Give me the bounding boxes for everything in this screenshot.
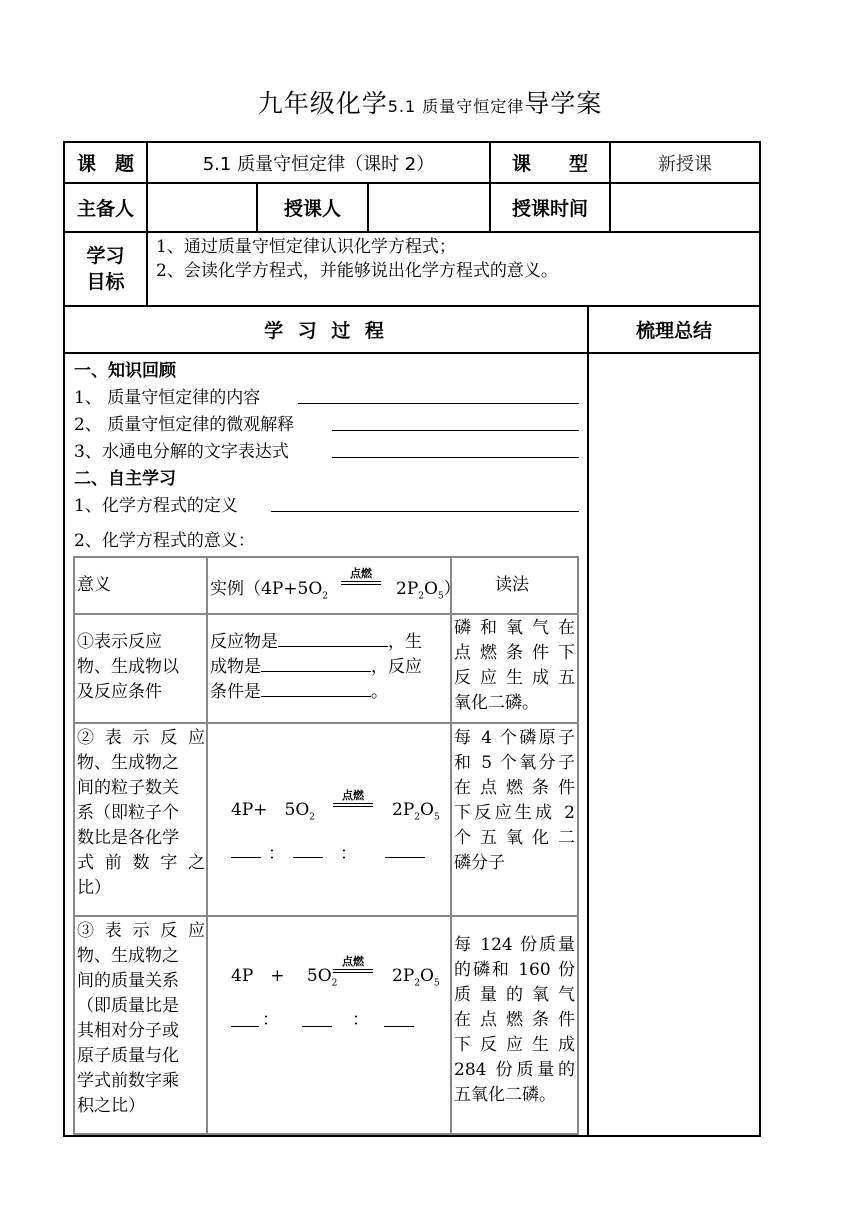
review-q1: 1、 质量守恒定律的内容: [74, 388, 261, 408]
col-reading: 读法: [495, 575, 529, 595]
ratio-sep: ：: [340, 844, 357, 864]
ratio-blank[interactable]: [231, 1026, 259, 1027]
answer-line[interactable]: [298, 403, 579, 404]
table-border: [63, 1135, 761, 1137]
table-border: [587, 305, 589, 1137]
ratio-blank[interactable]: [231, 857, 261, 858]
row2-meaning: ②表示反应 物、生成物之 间的粒子数关 系（即粒子个 数比是各化学 式前数字之 比）: [77, 728, 205, 898]
inner-table-border: [73, 556, 75, 1135]
row3-reading: 每 124 份质量 的磷和 160 份 质量的氧气 在点燃条件 下反应生成 284 份质量的 五氧化二磷。: [454, 935, 575, 1105]
type-label: 课 型: [511, 153, 588, 175]
row1-reading: 磷和氧气在 点燃条件下 反应生成五 氧化二磷。: [454, 618, 575, 713]
goal-item: 2、会读化学方程式，并能够说出化学方程式的意义。: [156, 261, 558, 281]
page-title: 九年级化学5.1 质量守恒定律导学案: [257, 89, 603, 118]
inner-table-border: [73, 1133, 579, 1135]
topic-label: 课 题: [76, 153, 134, 175]
ratio-sep: ：: [352, 1010, 369, 1030]
col-meaning: 意义: [77, 575, 111, 595]
teacher-value: [369, 184, 489, 231]
ratio-sep: ：: [262, 1010, 279, 1030]
ratio-sep: ：: [268, 844, 285, 864]
teacher-label: 授课人: [283, 198, 341, 220]
summary-heading: 梳理总结: [635, 320, 712, 342]
row1-meaning: ①表示反应 物、生成物以 及反应条件: [77, 632, 179, 702]
row3-product: $2P_2O_5$: [392, 966, 440, 989]
goals-label-line2: 目标: [86, 271, 125, 293]
table-border: [759, 141, 761, 1137]
type-value: 新授课: [658, 153, 712, 175]
goals-label-line1: 学习: [86, 245, 125, 267]
study-q2: 2、化学方程式的意义：: [74, 531, 255, 551]
review-q3: 3、水通电分解的文字表达式: [74, 442, 289, 462]
row2-reading: 每 4 个磷原子 和 5 个氧分子 在点燃条件 下反应生成 2 个五氧化二 磷分子: [454, 728, 575, 873]
answer-line[interactable]: [332, 457, 579, 458]
preparer-label: 主备人: [76, 198, 134, 220]
row2-product: $2P_2O_5$: [392, 800, 440, 823]
table-border: [63, 231, 761, 233]
inner-table-border: [206, 556, 208, 1135]
inner-table-border: [73, 722, 579, 724]
inner-table-border: [73, 915, 579, 917]
table-border: [63, 352, 761, 354]
row2-equation: 4P+ $5O_2$: [231, 800, 315, 823]
inner-table-border: [450, 556, 452, 1135]
topic-value: 5.1 质量守恒定律（课时 2）: [202, 153, 435, 175]
row1-example: 反应物是 ，生 成物是 ，反应 条件是 。: [210, 632, 422, 702]
goals-label: [65, 233, 146, 305]
review-q2: 2、 质量守恒定律的微观解释: [74, 415, 295, 435]
goal-item: 1、通过质量守恒定律认识化学方程式；: [156, 237, 456, 257]
time-label: 授课时间: [511, 198, 588, 220]
ratio-blank[interactable]: [385, 857, 425, 858]
answer-line[interactable]: [332, 430, 579, 431]
row3-meaning: ③表示反应 物、生成物之 间的质量关系 （即质量比是 其相对分子或 原子质量与化 学式前数字乘 积之比）: [77, 921, 205, 1116]
inner-table-border: [73, 613, 579, 615]
preparer-value: [148, 184, 256, 231]
ratio-blank[interactable]: [384, 1026, 414, 1027]
section2-heading: 二、自主学习: [74, 469, 176, 489]
section1-heading: 一、知识回顾: [74, 361, 176, 381]
goals-list: [156, 235, 558, 283]
col-example-product: $2P_2O_5$）: [396, 579, 461, 602]
study-q1: 1、化学方程式的定义: [74, 496, 238, 516]
inner-table-border: [577, 556, 579, 1135]
answer-line[interactable]: [271, 511, 579, 512]
inner-table-border: [73, 556, 579, 558]
row3-equation: 4P + $5O_2$: [231, 966, 338, 989]
col-example: 实例（$4P+5O_2$: [210, 579, 328, 602]
time-value: [611, 184, 759, 231]
ratio-blank[interactable]: [302, 1026, 332, 1027]
ratio-blank[interactable]: [293, 857, 323, 858]
process-heading: 学 习 过 程: [264, 320, 388, 342]
